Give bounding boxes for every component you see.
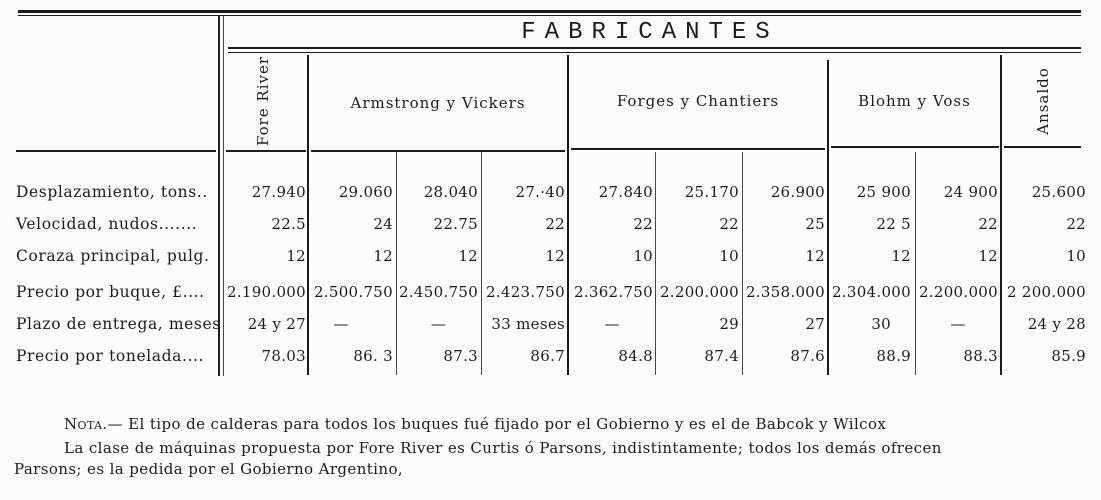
table-cell: 10 <box>1066 247 1086 265</box>
table-cell: 22 5 <box>876 215 911 233</box>
table-cell: 86.7 <box>530 347 565 365</box>
top-rule <box>18 10 1081 13</box>
table-cell: 87.3 <box>443 347 478 365</box>
group-header-rule <box>228 47 1081 49</box>
table-cell: 12 <box>978 247 998 265</box>
table-cell: 12 <box>805 247 825 265</box>
table-cell: 28.040 <box>423 183 478 201</box>
table-cell: 12 <box>545 247 565 265</box>
table-cell: — <box>333 315 349 333</box>
footnote-line-3: Parsons; es la pedida por el Gobierno Argentino, <box>14 460 404 478</box>
table-cell: 12 <box>458 247 478 265</box>
table-cell: 84.8 <box>618 347 653 365</box>
table-cell: 2.450.750 <box>399 283 479 301</box>
table-cell: 25.600 <box>1031 183 1086 201</box>
table-cell: 22 <box>633 215 653 233</box>
header-bottom-rule <box>226 150 306 152</box>
mfr-divider-4 <box>1000 55 1002 375</box>
mfr-forges-chantiers: Forges y Chantiers <box>616 92 780 110</box>
table-cell: 22 <box>545 215 565 233</box>
table-cell: 85.9 <box>1051 347 1086 365</box>
table-cell: 10 <box>633 247 653 265</box>
sub-divider <box>915 152 916 375</box>
sub-divider <box>396 152 397 375</box>
table-cell: 12 <box>286 247 306 265</box>
row-label-velocidad: Velocidad, nudos....... <box>16 215 198 233</box>
sub-divider <box>742 152 743 375</box>
table-cell: 2.362.750 <box>573 283 653 301</box>
table-cell: 33 meses <box>491 315 565 333</box>
row-label-desplazamiento: Desplazamiento, tons.. <box>16 183 208 201</box>
table-cell: 88.3 <box>963 347 998 365</box>
table-cell: 2.304.000 <box>831 283 911 301</box>
header-bottom-rule <box>16 150 216 152</box>
group-header-rule-thin <box>228 52 1081 53</box>
mfr-fore-river: Fore River <box>254 55 272 146</box>
row-label-plazo: Plazo de entrega, meses <box>16 315 221 333</box>
nota-label: Nota. <box>64 415 108 433</box>
table-cell: 86. 3 <box>353 347 393 365</box>
table-cell: 22 <box>1066 215 1086 233</box>
table-cell: 27.940 <box>251 183 306 201</box>
table-cell: 22.5 <box>271 215 306 233</box>
table-cell: 24 y 28 <box>1027 315 1086 333</box>
mfr-armstrong-vickers: Armstrong y Vickers <box>350 94 526 112</box>
top-rule-thin <box>18 15 1081 16</box>
table-cell: 2.423.750 <box>485 283 565 301</box>
table-cell: — <box>950 315 966 333</box>
table-cell: 12 <box>373 247 393 265</box>
table-cell: 27 <box>805 315 825 333</box>
table-cell: 25.170 <box>684 183 739 201</box>
table-cell: 22.75 <box>433 215 478 233</box>
mfr-ansaldo: Ansaldo <box>1034 67 1052 135</box>
table-cell: 12 <box>891 247 911 265</box>
table-cell: 27.840 <box>598 183 653 201</box>
table-cell: 24 <box>373 215 393 233</box>
footnote-line-1 <box>64 414 886 434</box>
header-bottom-rule <box>1004 146 1081 148</box>
table-cell: 2.190.000 <box>226 283 306 301</box>
sub-divider <box>481 152 482 375</box>
footnote-line-2: La clase de máquinas propuesta por Fore River es Curtis ó Parsons, indistintamente; todos los demás ofrecen <box>64 439 942 457</box>
table-cell: 87.6 <box>790 347 825 365</box>
table-cell: 27.·40 <box>515 183 565 201</box>
table-cell: 88.9 <box>876 347 911 365</box>
row-label-precio-buque: Precio por buque, £.... <box>16 283 205 301</box>
table-cell: — <box>604 315 620 333</box>
table-cell: 10 <box>719 247 739 265</box>
header-bottom-rule <box>311 150 565 152</box>
mfr-blohm-voss: Blohm y Voss <box>858 92 971 110</box>
table-cell: 24 900 <box>943 183 998 201</box>
table-cell: 22 <box>978 215 998 233</box>
table-cell: 25 900 <box>856 183 911 201</box>
header-bottom-rule <box>571 148 825 150</box>
group-header: FABRICANTES <box>521 19 779 46</box>
table-cell: 2.200.000 <box>659 283 739 301</box>
table-cell: 2.358.000 <box>745 283 825 301</box>
row-label-coraza: Coraza principal, pulg. <box>16 247 210 265</box>
table-cell: 25 <box>805 215 825 233</box>
table-cell: 30 <box>871 315 891 333</box>
table-cell: 2.500.750 <box>313 283 393 301</box>
table-cell: 29 <box>719 315 739 333</box>
table-cell: — <box>430 315 447 333</box>
table-cell: 26.900 <box>770 183 825 201</box>
footnote-text-1: — El tipo de calderas para todos los buques fué fijado por el Gobierno y es el de Babcok y Wilcox <box>107 415 887 433</box>
table-cell: 2.200.000 <box>918 283 998 301</box>
table-cell: 87.4 <box>704 347 739 365</box>
table-cell: 24 y 27 <box>247 315 306 333</box>
table-cell: 22 <box>719 215 739 233</box>
table-cell: 29.060 <box>338 183 393 201</box>
table-cell: 78.03 <box>261 347 306 365</box>
row-label-precio-tonelada: Precio por tonelada.... <box>16 347 205 365</box>
label-column-divider-inner <box>223 16 224 376</box>
table-cell: 2 200.000 <box>1006 283 1086 301</box>
sub-divider <box>655 152 656 375</box>
header-bottom-rule <box>831 146 999 148</box>
